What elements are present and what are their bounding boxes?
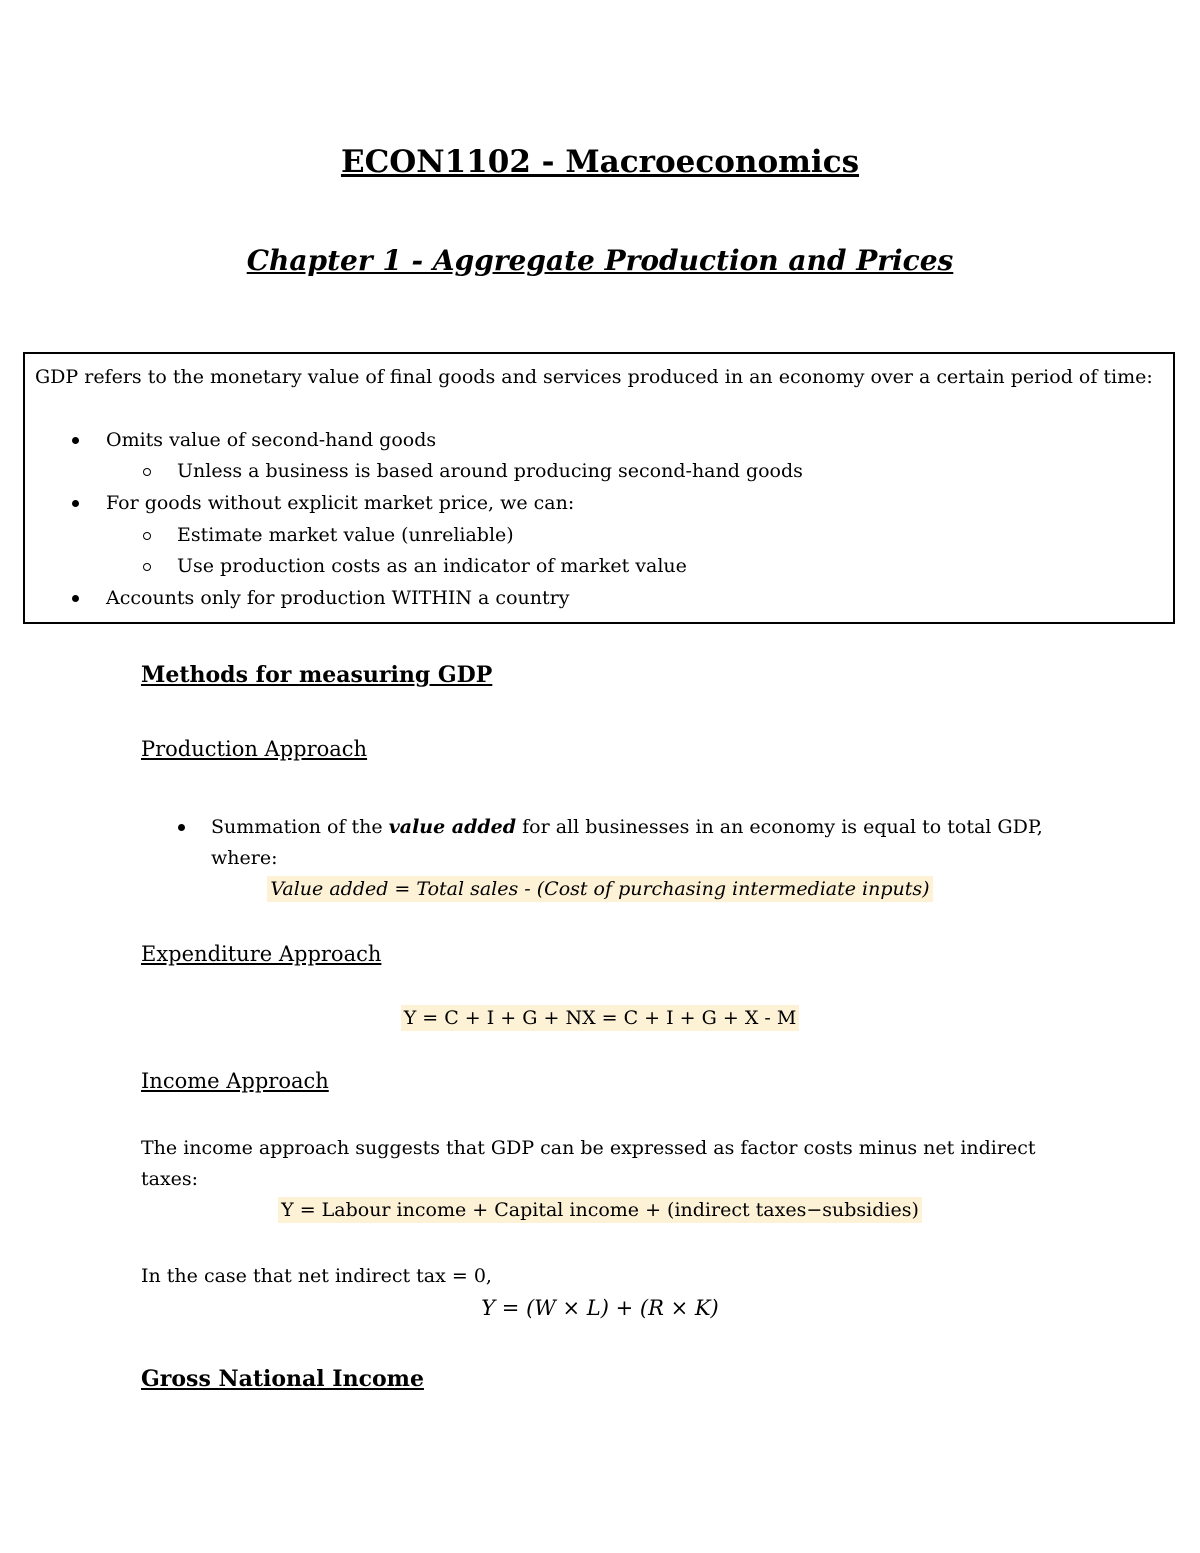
bullet-icon <box>178 824 185 831</box>
expenditure-formula-row <box>0 1003 1200 1034</box>
list-item: Use production costs as an indicator of market value <box>177 555 687 577</box>
methods-heading: Methods for measuring GDP <box>141 662 493 688</box>
gdp-definition-intro: GDP refers to the monetary value of final goods and services produced in an economy over a certain period of time: <box>35 366 1153 388</box>
document-title: ECON1102 - Macroeconomics <box>340 144 860 180</box>
income-approach-text-line2: taxes: <box>141 1168 199 1190</box>
net-indirect-tax-case-text: In the case that net indirect tax = 0, <box>141 1265 492 1287</box>
bullet-icon <box>72 437 79 444</box>
hollow-bullet-icon <box>143 468 151 476</box>
income-formula-row <box>0 1195 1200 1226</box>
bullet-icon <box>72 595 79 602</box>
expenditure-formula: Y = C + I + G + NX = C + I + G + X - M <box>401 1005 800 1031</box>
production-bullet-continuation: where: <box>211 847 278 869</box>
gni-heading: Gross National Income <box>141 1366 424 1392</box>
value-added-formula-row <box>0 874 1200 905</box>
list-item: Unless a business is based around producing second-hand goods <box>177 460 803 482</box>
production-bullet-post: for all businesses in an economy is equal to total GDP, <box>516 816 1043 838</box>
hollow-bullet-icon <box>143 563 151 571</box>
list-item: Estimate market value (unreliable) <box>177 524 514 546</box>
production-bullet-pre: Summation of the <box>211 816 389 838</box>
hollow-bullet-icon <box>143 532 151 540</box>
value-added-emphasis: value added <box>388 816 517 838</box>
list-item: Omits value of second-hand goods <box>106 429 437 451</box>
list-item: Accounts only for production WITHIN a country <box>106 587 570 609</box>
production-approach-heading: Production Approach <box>141 737 368 761</box>
chapter-title: Chapter 1 - Aggregate Production and Prices <box>246 244 954 277</box>
income-approach-heading: Income Approach <box>141 1069 329 1093</box>
value-added-formula: Value added = Total sales - (Cost of purchasing intermediate inputs) <box>267 876 932 902</box>
income-approach-text-line1: The income approach suggests that GDP can be expressed as factor costs minus net indirect <box>141 1137 1036 1159</box>
bullet-icon <box>72 500 79 507</box>
income-formula: Y = Labour income + Capital income + (indirect taxes−subsidies) <box>278 1197 922 1223</box>
list-item: For goods without explicit market price, we can: <box>106 492 575 514</box>
production-bullet-text <box>211 812 1043 843</box>
expenditure-approach-heading: Expenditure Approach <box>141 942 382 966</box>
factor-income-equation: Y = (W × L) + (R × K) <box>481 1296 719 1320</box>
